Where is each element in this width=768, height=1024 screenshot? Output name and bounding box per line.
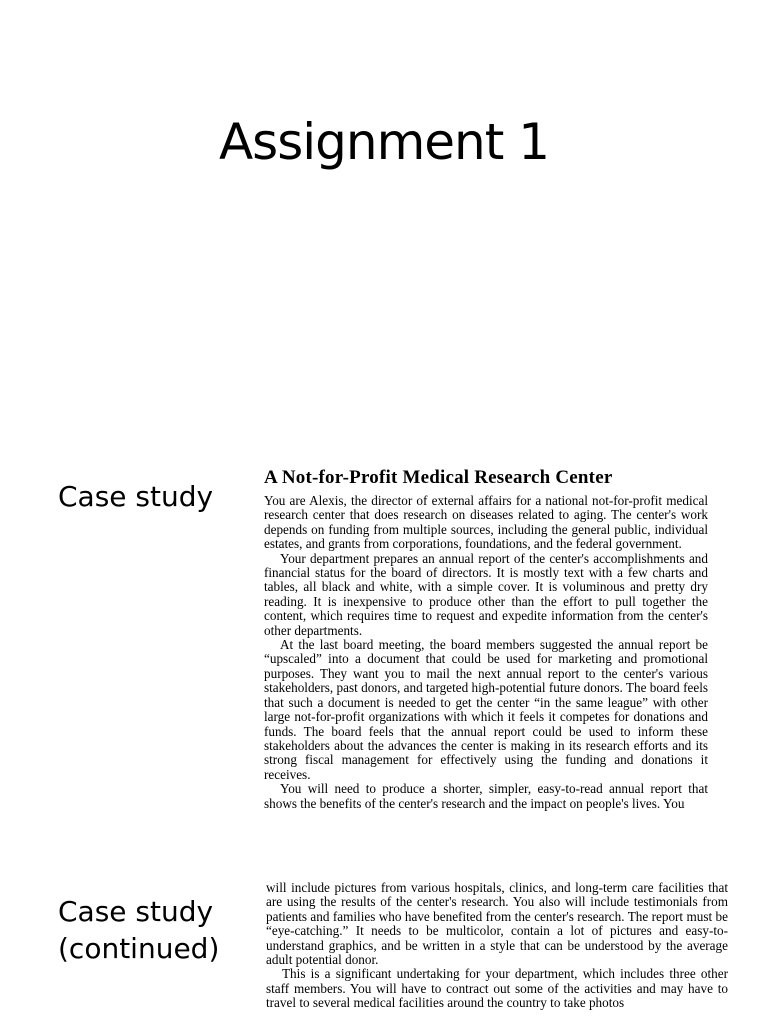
case-study-continued-label-line-2: (continued) — [58, 932, 220, 965]
case-study-continued-paragraph: This is a significant undertaking for your department, which includes three other staff members. You will have to contract out some of the activities and may have to travel to several medical facilities around the country to take photos — [266, 966, 728, 1011]
case-study-label: Case study — [58, 480, 214, 513]
case-study-paragraph: At the last board meeting, the board members suggested the annual report be “upscaled” into a document that could be used for marketing and promotional purposes. They want you to mail the next annual report to the center's various stakeholders, past donors, and targeted high-potential future donors. The board feels that such a document is needed to get the center “in the same league” with other large not-for-profit organizations with which it feels it competes for donations and funds. The board feels that the annual report could be used to inform these stakeholders about the advances the center is making in its research efforts and its strong fiscal management for effectively using the funding and donations it receives. — [264, 637, 708, 782]
case-study-continued-label — [58, 893, 219, 967]
case-study-excerpt — [264, 466, 708, 811]
case-study-paragraph: Your department prepares an annual report of the center's accomplishments and financial status for the board of directors. It is mostly text with a few charts and tables, all black and white, with a simple cover. It is voluminous and pretty dry reading. It is inexpensive to produce other than the effort to pull together the content, which requires time to request and expedite information from the center's other departments. — [264, 550, 708, 638]
case-study-continued-label-line-1: Case study — [58, 895, 214, 928]
case-study-paragraph: You will need to produce a shorter, simpler, easy-to-read annual report that shows the benefits of the center's research and the impact on people's lives. You — [264, 781, 708, 811]
case-study-continued-paragraph: will include pictures from various hospitals, clinics, and long-term care facilities that are using the results of the center's research. You also will include testimonials from patients and families who have benefited from the center's research. The report must be “eye-catching.” It needs to be multicolor, contain a lot of pictures and easy-to-understand graphics, and be written in a style that can be understood by the average adult potential donor. — [266, 880, 728, 968]
case-study-heading: A Not-for-Profit Medical Research Center — [264, 467, 613, 488]
case-study-paragraph: You are Alexis, the director of external affairs for a national not-for-profit medical research center that does research on diseases related to aging. The center's work depends on funding from multiple sources, including the general public, individual estates, and grants from corporations, foundations, and the federal government. — [264, 493, 708, 552]
slide-title: Assignment 1 — [218, 113, 550, 171]
case-study-continued-excerpt — [266, 881, 728, 1011]
